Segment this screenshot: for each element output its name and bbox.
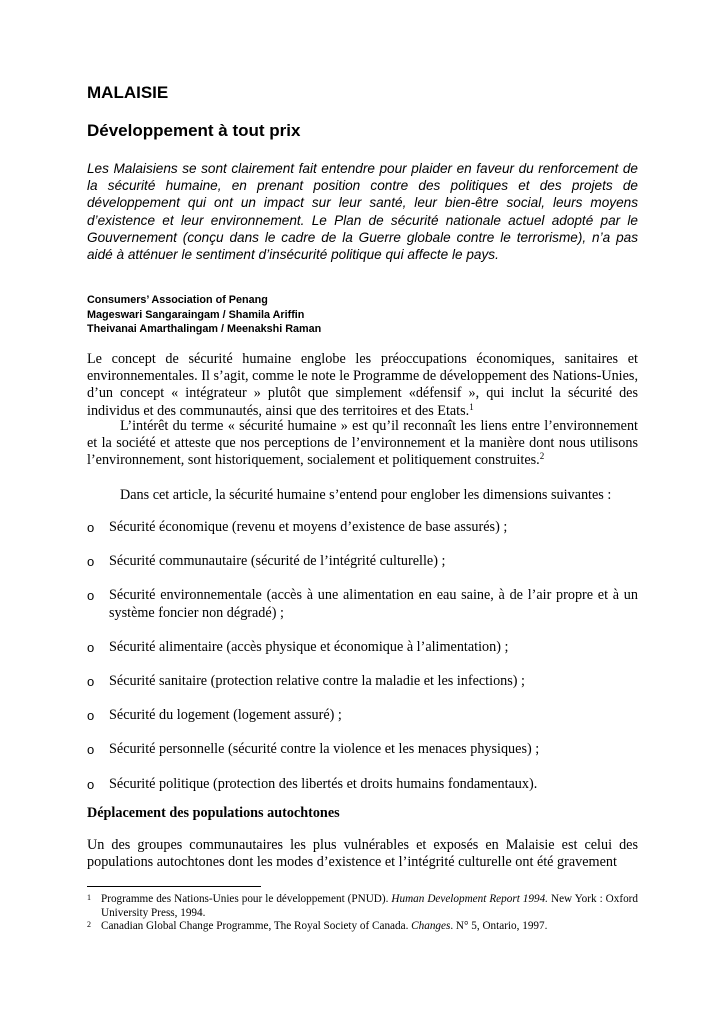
author-organization: Consumers’ Association of Penang: [87, 294, 268, 306]
footnote-ref[interactable]: 2: [539, 451, 545, 462]
footnote-ref[interactable]: 1: [469, 401, 474, 412]
body-paragraph-text: L’intérêt du terme « sécurité humaine » est qu’il reconnaît les liens entre l’environnement et la société et atteste que nos perceptions de l’environnement et la manière dont nous utilisons l’environnement, sont historiquement, socialement et politiquement construites.: [87, 418, 638, 469]
list-item: [87, 741, 638, 758]
bullet-marker-icon: o: [87, 554, 95, 570]
body-paragraph: [87, 418, 638, 470]
list-item: [87, 707, 638, 724]
body-paragraph: [87, 351, 638, 420]
list-item-text: Sécurité politique (protection des libertés et droits humains fondamentaux).: [109, 775, 538, 792]
body-paragraph: Un des groupes communautaires les plus vulnérables et exposés en Malaisie est celui des populations autochtones dont les modes d’existence et l’intégrité culturelle ont été gravement: [87, 837, 638, 871]
list-item: [87, 587, 638, 621]
list-item-text: Sécurité alimentaire (accès physique et économique à l’alimentation) ;: [109, 638, 509, 655]
author-block: [87, 293, 321, 337]
country-heading: MALAISIE: [87, 83, 169, 102]
footnote-text: New York : Oxford University Press, 1994.: [101, 893, 638, 919]
footnotes: [87, 893, 638, 934]
bullet-marker-icon: o: [87, 742, 95, 758]
list-item: [87, 673, 638, 690]
footnote-text: Canadian Global Change Programme, The Royal Society of Canada.: [101, 920, 412, 933]
footnote-text: Programme des Nations-Unies pour le développement (PNUD).: [101, 893, 392, 905]
document-page: [87, 0, 638, 1024]
list-item-text: Sécurité du logement (logement assuré) ;: [109, 707, 342, 724]
security-dimensions-list: [87, 519, 638, 810]
footnote-separator: [87, 886, 261, 887]
list-item-text: Sécurité économique (revenu et moyens d’existence de base assurés) ;: [109, 519, 508, 535]
list-item: [87, 553, 638, 570]
author-line: Mageswari Sangaraingam / Shamila Ariffin: [87, 308, 305, 321]
list-item-text: Sécurité personnelle (sécurité contre la violence et les menaces physiques) ;: [109, 741, 540, 758]
footnote: [87, 920, 638, 934]
list-item-text: Sécurité sanitaire (protection relative contre la maladie et les infections) ;: [109, 673, 525, 690]
body-paragraph: Dans cet article, la sécurité humaine s’entend pour englober les dimensions suivantes :: [120, 487, 612, 503]
section-heading: Déplacement des populations autochtones: [87, 805, 340, 821]
footnote-number: 2: [87, 920, 91, 930]
bullet-marker-icon: o: [87, 708, 95, 724]
list-item-text: Sécurité communautaire (sécurité de l’intégrité culturelle) ;: [109, 553, 446, 570]
list-item: [87, 519, 638, 536]
lead-paragraph: Les Malaisiens se sont clairement fait entendre pour plaider en faveur du renforcement de la sécurité humaine, en prenant position contre des politiques et des projets de développement qui ont un impact sur leur santé, leur bien-être social, leurs moyens d’existence et leur environnement. Le Plan de sécurité nationale actuel adopté par le Gouvernement (conçu dans le cadre de la Guerre globale contre le terrorisme), n’a pas aidé à atténuer le sentiment d’insécurité politique qui affecte le pays.: [87, 161, 638, 263]
bullet-marker-icon: o: [87, 520, 95, 535]
list-item-text: Sécurité environnementale (accès à une alimentation en eau saine, à de l’air propre et à un système foncier non dégradé) ;: [109, 587, 638, 621]
body-paragraph-text: Le concept de sécurité humaine englobe les préoccupations économiques, sanitaires et environnementales. Il s’agit, comme le note le Programme de développement des Nations-Unies, d’un concept « intégrateur » plutôt que simplement «défensif », qui inclut la sécurité des individus et des communautés, ainsi que des territoires et des Etats.: [87, 351, 638, 419]
bullet-marker-icon: o: [87, 674, 95, 690]
footnote-title: Human Development Report 1994.: [391, 893, 548, 905]
footnote: [87, 893, 638, 920]
footnote-text: . N° 5, Ontario, 1997.: [450, 920, 548, 933]
bullet-marker-icon: o: [87, 639, 95, 655]
list-item: [87, 776, 638, 793]
list-item: [87, 639, 638, 656]
footnote-title: Changes: [411, 920, 451, 933]
author-line: Theivanai Amarthalingam / Meenakshi Raman: [87, 323, 322, 336]
bullet-marker-icon: o: [87, 776, 95, 792]
bullet-marker-icon: o: [87, 588, 95, 604]
footnote-number: 1: [87, 893, 91, 902]
article-title: Développement à tout prix: [87, 121, 301, 140]
